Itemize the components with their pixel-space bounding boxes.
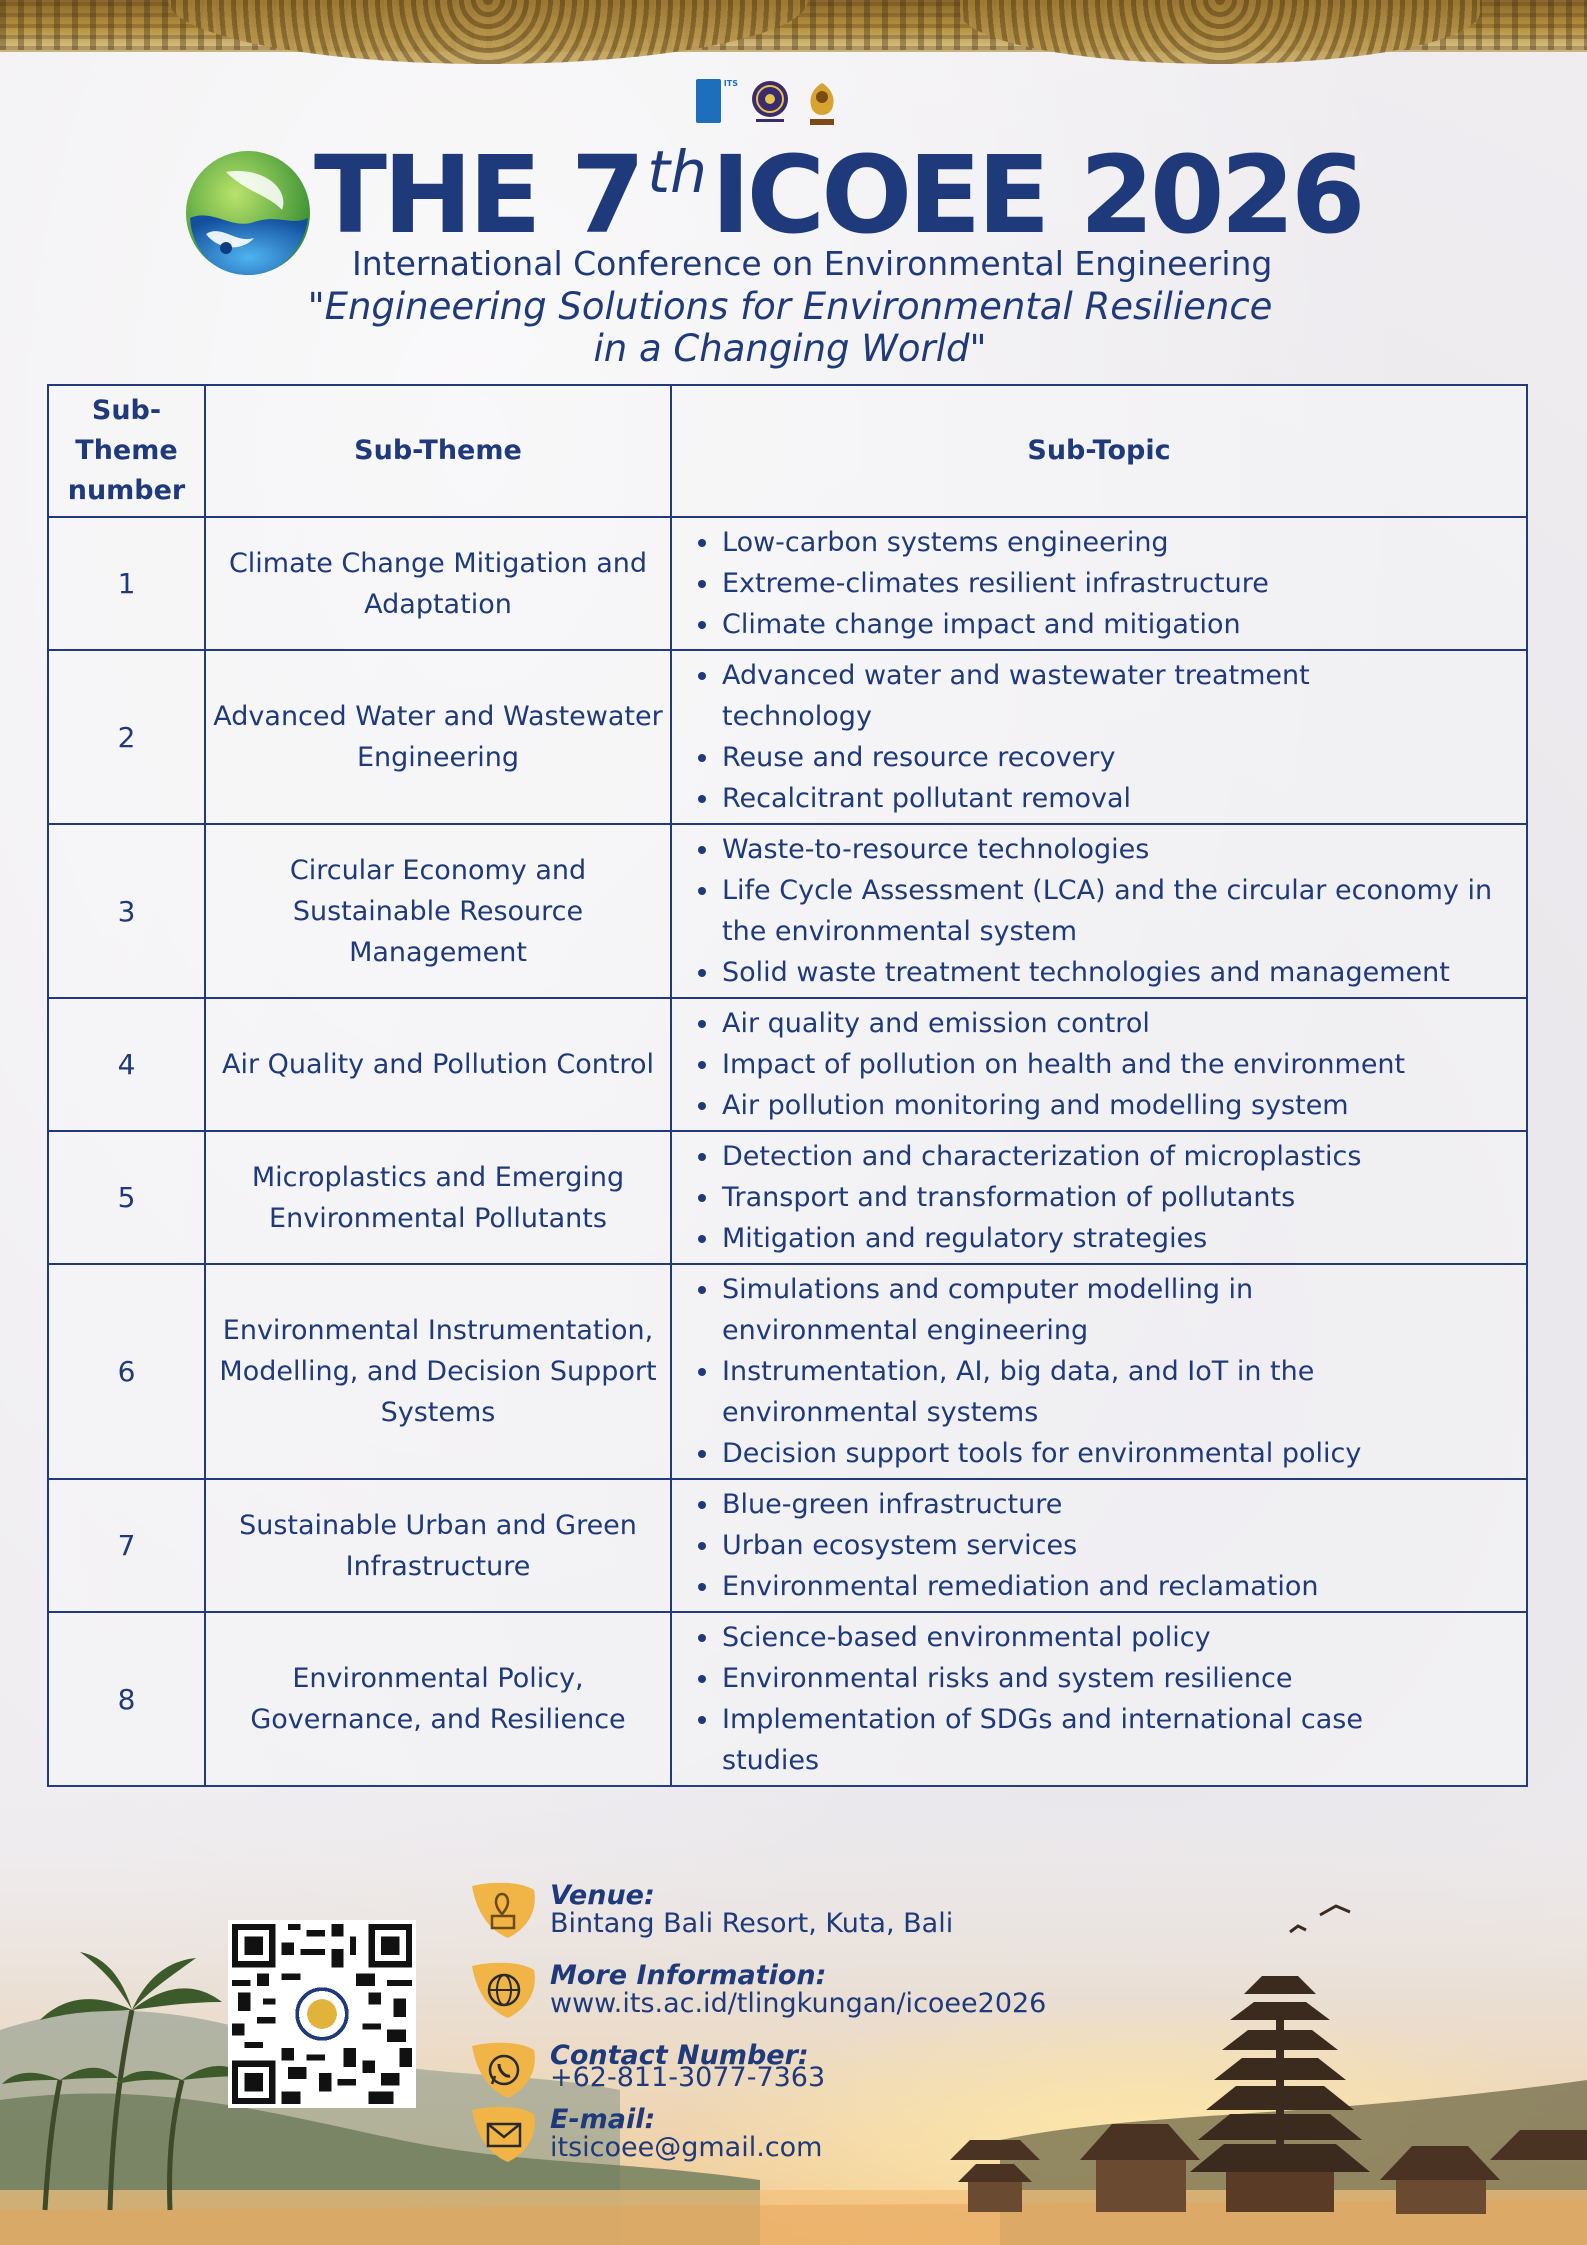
subtheme-title: Advanced Water and Wastewater Engineering (205, 650, 671, 824)
subtopic-item: Implementation of SDGs and international case studies (672, 1699, 1412, 1781)
title-prefix: THE 7 (314, 134, 642, 258)
table-row (48, 1264, 1527, 1479)
subtopic-item: Urban ecosystem services (672, 1525, 1526, 1566)
venue-value: Bintang Bali Resort, Kuta, Bali (550, 1908, 954, 1939)
title-ordinal: th (647, 138, 707, 206)
subtopic-item: Transport and transformation of pollutants (672, 1177, 1526, 1218)
subtopic-cell (671, 1612, 1527, 1786)
table-row (48, 650, 1527, 824)
subtopic-item: Recalcitrant pollutant removal (672, 778, 1526, 819)
its-logo-text: ITS (723, 79, 738, 88)
qr-code-icon (232, 1924, 412, 2104)
subtopic-item: Waste-to-resource technologies (672, 829, 1526, 870)
table-row (48, 517, 1527, 650)
subtheme-number: 4 (48, 998, 205, 1131)
subtopic-item: Reuse and resource recovery (672, 737, 1526, 778)
subtheme-title: Microplastics and Emerging Environmental Pollutants (205, 1131, 671, 1264)
subtopic-cell (671, 1264, 1527, 1479)
subtopic-cell (671, 1131, 1527, 1264)
venue-label: Venue: (550, 1880, 655, 1911)
subtheme-title: Environmental Instrumentation, Modelling, and Decision Support Systems (205, 1264, 671, 1479)
subtheme-title: Sustainable Urban and Green Infrastructure (205, 1479, 671, 1612)
subtheme-number: 6 (48, 1264, 205, 1479)
its-logo (696, 79, 738, 125)
subtopic-item: Impact of pollution on health and the environment (672, 1044, 1526, 1085)
subtopic-item: Air quality and emission control (672, 1003, 1526, 1044)
subtopic-item: Low-carbon systems engineering (672, 522, 1526, 563)
subtopic-item: Extreme-climates resilient infrastructure (672, 563, 1526, 604)
subtopic-item: Air pollution monitoring and modelling system (672, 1085, 1526, 1126)
conference-name: International Conference on Environmental Engineering (352, 244, 1273, 283)
subtheme-number: 8 (48, 1612, 205, 1786)
whatsapp-icon (468, 2040, 540, 2102)
venue-icon (468, 1880, 540, 1942)
theme-line-2: in a Changing World" (593, 327, 987, 370)
subtheme-number: 1 (48, 517, 205, 650)
conference-theme (240, 286, 1340, 370)
email-address[interactable]: itsicoee@gmail.com (550, 2132, 823, 2163)
table-row (48, 1612, 1527, 1786)
subtopic-item: Decision support tools for environmental policy (672, 1433, 1526, 1474)
subtopic-item: Science-based environmental policy (672, 1617, 1526, 1658)
contact-number[interactable]: +62-811-3077-7363 (550, 2062, 826, 2093)
header-subtheme-number (48, 385, 205, 517)
university-seal-icon (750, 79, 790, 125)
globe-icon (468, 1960, 540, 2022)
subtopic-item: Detection and characterization of microplastics (672, 1136, 1526, 1177)
subtopic-item: Environmental risks and system resilience (672, 1658, 1526, 1699)
subtopic-item: Environmental remediation and reclamation (672, 1566, 1526, 1607)
qr-code[interactable] (228, 1920, 416, 2108)
subtheme-number: 2 (48, 650, 205, 824)
subtheme-number: 5 (48, 1131, 205, 1264)
ganesha-emblem-icon (802, 79, 842, 129)
subtopic-cell (671, 650, 1527, 824)
subtopic-item: Instrumentation, AI, big data, and IoT in the environmental systems (672, 1351, 1372, 1433)
subtopic-item: Blue-green infrastructure (672, 1484, 1526, 1525)
icoee-logo-icon (182, 148, 314, 278)
more-info-label: More Information: (550, 1960, 827, 1991)
email-label: E-mail: (550, 2104, 656, 2135)
header-num-line: Sub- (91, 395, 162, 426)
subtheme-title: Circular Economy and Sustainable Resource Management (205, 824, 671, 998)
table-header-row (48, 385, 1527, 517)
subtopic-cell (671, 998, 1527, 1131)
subtopic-cell (671, 517, 1527, 650)
subtheme-number: 3 (48, 824, 205, 998)
website-link[interactable]: www.its.ac.id/tlingkungan/icoee2026 (550, 1988, 1047, 2019)
subtheme-number: 7 (48, 1479, 205, 1612)
subtopic-item: Climate change impact and mitigation (672, 604, 1526, 645)
title-suffix: ICOEE 2026 (710, 134, 1362, 258)
table-row (48, 998, 1527, 1131)
subtopic-cell (671, 1479, 1527, 1612)
conference-title (314, 134, 1361, 258)
header-subtopic: Sub-Topic (671, 385, 1527, 517)
subtopic-item: Life Cycle Assessment (LCA) and the circular economy in the environmental system (672, 870, 1502, 952)
header-num-line: Theme (75, 435, 178, 466)
sponsor-logos (674, 79, 864, 131)
table-row (48, 1479, 1527, 1612)
subtopic-item: Advanced water and wastewater treatment technology (672, 655, 1392, 737)
subtopic-item: Solid waste treatment technologies and management (672, 952, 1526, 993)
subtopic-item: Mitigation and regulatory strategies (672, 1218, 1526, 1259)
theme-line-1: "Engineering Solutions for Environmental Resilience (307, 285, 1273, 328)
subtheme-title: Environmental Policy, Governance, and Resilience (205, 1612, 671, 1786)
contact-label: Contact Number: (550, 2040, 809, 2071)
header-num-line: number (67, 475, 186, 506)
header-subtheme: Sub-Theme (205, 385, 671, 517)
subtheme-title: Climate Change Mitigation and Adaptation (205, 517, 671, 650)
table-row (48, 1131, 1527, 1264)
subtheme-title: Air Quality and Pollution Control (205, 998, 671, 1131)
table-row (48, 824, 1527, 998)
subtopic-cell (671, 824, 1527, 998)
email-icon (468, 2104, 540, 2166)
subtheme-table (47, 384, 1528, 1787)
subtopic-item: Simulations and computer modelling in environmental engineering (672, 1269, 1372, 1351)
